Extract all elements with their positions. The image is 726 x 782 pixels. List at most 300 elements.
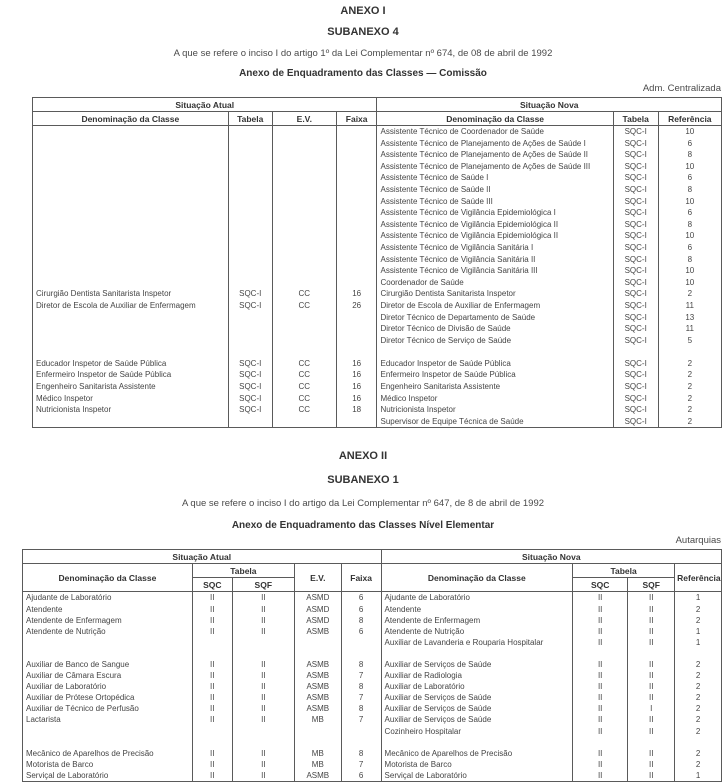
cell-denominacao: Auxiliar de Serviços de Saúde: [381, 692, 573, 703]
cell-denominacao: Coordenador de Saúde: [377, 277, 613, 289]
cell-value: [336, 335, 377, 347]
cell-value: [336, 219, 377, 231]
cell-value: 2: [658, 404, 721, 416]
cell-denominacao: Auxiliar de Técnico de Perfusão: [23, 703, 193, 714]
cell-value: [675, 737, 722, 748]
cell-value: [272, 416, 336, 428]
table-row: [33, 404, 722, 416]
cell-value: II: [573, 692, 628, 703]
cell-denominacao: [33, 242, 229, 254]
table-row: [33, 126, 722, 138]
cell-value: [228, 149, 272, 161]
cell-denominacao: Serviçal de Laboratório: [23, 770, 193, 782]
cell-denominacao: Assistente Técnico de Coordenador de Saúde: [377, 126, 613, 138]
cell-value: II: [628, 626, 675, 637]
cell-value: SQC-I: [613, 404, 658, 416]
cell-denominacao: Educador Inspetor de Saúde Pública: [33, 358, 229, 370]
cell-value: [628, 648, 675, 659]
cell-value: [192, 726, 232, 737]
table-row: [33, 184, 722, 196]
table2-column-header-row: [23, 564, 722, 578]
cell-value: 2: [675, 692, 722, 703]
table-row: [33, 312, 722, 324]
cell-denominacao: Assistente Técnico de Vigilância Epidemiológica II: [377, 230, 613, 242]
cell-value: II: [232, 759, 294, 770]
cell-value: SQC-I: [613, 335, 658, 347]
table-row: [23, 615, 722, 626]
cell-value: I: [628, 703, 675, 714]
cell-value: [228, 416, 272, 428]
table-row: [33, 369, 722, 381]
table-row: [33, 323, 722, 335]
cell-denominacao: [33, 161, 229, 173]
cell-value: 16: [336, 288, 377, 300]
cell-value: 2: [675, 604, 722, 615]
cell-value: II: [573, 759, 628, 770]
table2-group-header-row: [23, 550, 722, 564]
cell-value: [336, 172, 377, 184]
col-referencia: Referência: [658, 112, 721, 126]
cell-denominacao: Atendente de Nutrição: [381, 626, 573, 637]
cell-value: SQC-I: [228, 288, 272, 300]
cell-denominacao: Atendente: [23, 604, 193, 615]
cell-value: II: [232, 681, 294, 692]
cell-value: II: [232, 615, 294, 626]
cell-value: [294, 726, 341, 737]
cell-value: [628, 737, 675, 748]
cell-value: II: [192, 770, 232, 782]
cell-value: [228, 323, 272, 335]
cell-value: [192, 737, 232, 748]
cell-denominacao: [33, 126, 229, 138]
cell-denominacao: Auxiliar de Laboratório: [23, 681, 193, 692]
cell-value: [228, 277, 272, 289]
col-ev: E.V.: [294, 564, 341, 592]
anexo1-title: ANEXO I: [340, 5, 386, 17]
col-denominacao-nova: Denominação da Classe: [377, 112, 613, 126]
table-row: [23, 714, 722, 725]
cell-value: SQC-I: [613, 207, 658, 219]
cell-denominacao: [23, 637, 193, 648]
col-denominacao-atual: Denominação da Classe: [23, 564, 193, 592]
cell-value: 7: [341, 714, 381, 725]
cell-value: 11: [658, 300, 721, 312]
table-row: [33, 381, 722, 393]
cell-value: SQC-I: [228, 404, 272, 416]
anexo1-table: [32, 97, 722, 428]
cell-denominacao: Atendente de Nutrição: [23, 626, 193, 637]
table-row: [33, 172, 722, 184]
table-row: [33, 219, 722, 231]
cell-value: II: [232, 703, 294, 714]
cell-denominacao: Cirurgião Dentista Sanitarista Inspetor: [377, 288, 613, 300]
cell-value: II: [628, 670, 675, 681]
cell-value: ASMD: [294, 592, 341, 604]
anexo2-section: [0, 450, 726, 782]
anexo1-table-title: Anexo de Enquadramento das Classes — Comissão: [239, 68, 487, 79]
col-ev: E.V.: [272, 112, 336, 126]
cell-value: [228, 335, 272, 347]
cell-value: 8: [658, 254, 721, 266]
cell-value: II: [628, 759, 675, 770]
anexo2-reference-line: A que se refere o inciso I do artigo da Lei Complementar nº 647, de 8 de abril de 1992: [181, 498, 545, 510]
table-row: [33, 161, 722, 173]
table1-group-header-row: [33, 98, 722, 112]
cell-value: II: [192, 592, 232, 604]
cell-value: CC: [272, 369, 336, 381]
cell-value: [272, 149, 336, 161]
cell-value: 1: [675, 637, 722, 648]
cell-value: II: [628, 615, 675, 626]
cell-value: SQC-I: [613, 381, 658, 393]
cell-value: [272, 277, 336, 289]
cell-value: 6: [341, 604, 381, 615]
table-row: [23, 770, 722, 782]
table-row: [23, 748, 722, 759]
cell-value: 8: [658, 219, 721, 231]
cell-denominacao: Auxiliar de Câmara Escura: [23, 670, 193, 681]
anexo2-title: ANEXO II: [338, 450, 388, 463]
cell-value: SQC-I: [613, 277, 658, 289]
situacao-nova-header: Situação Nova: [381, 550, 721, 564]
cell-denominacao: [33, 230, 229, 242]
table-row: [23, 670, 722, 681]
cell-value: 2: [658, 416, 721, 428]
cell-denominacao: Auxiliar de Serviços de Saúde: [381, 659, 573, 670]
cell-denominacao: Auxiliar de Lavanderia e Rouparia Hospitalar: [381, 637, 573, 648]
cell-denominacao: [33, 323, 229, 335]
cell-value: II: [628, 637, 675, 648]
cell-value: 8: [341, 659, 381, 670]
col-sqc-nova: SQC: [573, 578, 628, 592]
cell-value: II: [232, 592, 294, 604]
cell-value: [573, 737, 628, 748]
anexo2-table-title: Anexo de Enquadramento das Classes Nível Elementar: [231, 520, 495, 532]
cell-denominacao: [33, 312, 229, 324]
cell-value: [228, 172, 272, 184]
cell-denominacao: Diretor Técnico de Divisão de Saúde: [377, 323, 613, 335]
cell-value: [336, 138, 377, 150]
cell-value: [228, 138, 272, 150]
cell-denominacao: [23, 737, 193, 748]
cell-value: II: [628, 726, 675, 737]
cell-value: 1: [675, 592, 722, 604]
col-sqc-atual: SQC: [192, 578, 232, 592]
cell-value: [336, 196, 377, 208]
cell-value: [336, 312, 377, 324]
cell-denominacao: Atendente: [381, 604, 573, 615]
cell-value: 8: [341, 703, 381, 714]
cell-value: 2: [675, 659, 722, 670]
cell-denominacao: [33, 184, 229, 196]
cell-value: II: [192, 626, 232, 637]
cell-value: SQC-I: [613, 323, 658, 335]
cell-value: 8: [658, 149, 721, 161]
cell-denominacao: Auxiliar de Radiologia: [381, 670, 573, 681]
cell-denominacao: Motorista de Barco: [381, 759, 573, 770]
situacao-atual-header: Situação Atual: [23, 550, 382, 564]
cell-value: II: [628, 604, 675, 615]
cell-value: [341, 726, 381, 737]
cell-denominacao: [33, 265, 229, 277]
cell-value: 7: [341, 670, 381, 681]
col-denominacao-atual: Denominação da Classe: [33, 112, 229, 126]
cell-denominacao: Assistente Técnico de Planejamento de Ações de Saúde I: [377, 138, 613, 150]
cell-value: 2: [675, 748, 722, 759]
cell-value: 16: [336, 381, 377, 393]
table-row: [33, 277, 722, 289]
cell-value: [272, 207, 336, 219]
table-row: [33, 265, 722, 277]
cell-value: II: [573, 670, 628, 681]
cell-value: 8: [658, 184, 721, 196]
cell-value: [228, 346, 272, 358]
cell-value: 2: [675, 703, 722, 714]
cell-denominacao: [23, 726, 193, 737]
table-row: [33, 230, 722, 242]
cell-value: MB: [294, 714, 341, 725]
cell-value: ASMB: [294, 703, 341, 714]
cell-value: [272, 219, 336, 231]
cell-value: 16: [336, 369, 377, 381]
cell-value: II: [232, 626, 294, 637]
cell-denominacao: Médico Inspetor: [377, 393, 613, 405]
cell-denominacao: Diretor de Escola de Auxiliar de Enfermagem: [377, 300, 613, 312]
cell-denominacao: Assistente Técnico de Planejamento de Ações de Saúde III: [377, 161, 613, 173]
cell-denominacao: [381, 737, 573, 748]
cell-value: SQC-I: [613, 161, 658, 173]
cell-denominacao: Assistente Técnico de Vigilância Sanitária I: [377, 242, 613, 254]
col-tabela-atual: Tabela: [228, 112, 272, 126]
cell-value: [228, 219, 272, 231]
cell-value: [228, 126, 272, 138]
cell-value: II: [573, 592, 628, 604]
cell-value: [272, 230, 336, 242]
col-tabela-atual: Tabela: [192, 564, 294, 578]
cell-denominacao: Engenheiro Sanitarista Assistente: [33, 381, 229, 393]
cell-value: [336, 184, 377, 196]
cell-value: SQC-I: [613, 369, 658, 381]
cell-value: 2: [675, 759, 722, 770]
table-row: [23, 659, 722, 670]
cell-value: II: [573, 637, 628, 648]
table1-column-header-row: [33, 112, 722, 126]
cell-value: II: [232, 714, 294, 725]
cell-value: [228, 207, 272, 219]
cell-value: II: [192, 692, 232, 703]
cell-denominacao: Assistente Técnico de Planejamento de Ações de Saúde II: [377, 149, 613, 161]
cell-value: 16: [336, 358, 377, 370]
cell-value: [228, 242, 272, 254]
table-row: [23, 759, 722, 770]
cell-value: [192, 637, 232, 648]
cell-value: II: [573, 714, 628, 725]
cell-denominacao: [33, 346, 229, 358]
cell-denominacao: Diretor Técnico de Serviço de Saúde: [377, 335, 613, 347]
cell-value: II: [232, 670, 294, 681]
cell-denominacao: [33, 335, 229, 347]
cell-value: [272, 254, 336, 266]
cell-value: SQC-I: [613, 172, 658, 184]
anexo2-table: [22, 549, 722, 782]
table-row: [33, 346, 722, 358]
table-row: [33, 196, 722, 208]
cell-value: II: [628, 692, 675, 703]
table-row: [33, 207, 722, 219]
cell-denominacao: Atendente de Enfermagem: [23, 615, 193, 626]
cell-value: 10: [658, 161, 721, 173]
cell-value: 11: [658, 323, 721, 335]
cell-value: SQC-I: [613, 219, 658, 231]
cell-value: II: [573, 659, 628, 670]
cell-denominacao: [377, 346, 613, 358]
cell-value: 6: [341, 626, 381, 637]
cell-value: 2: [675, 726, 722, 737]
table-row: [33, 300, 722, 312]
table-row: [33, 138, 722, 150]
table-row: [33, 288, 722, 300]
cell-value: II: [628, 770, 675, 782]
cell-value: [336, 346, 377, 358]
cell-denominacao: Engenheiro Sanitarista Assistente: [377, 381, 613, 393]
cell-value: SQC-I: [613, 138, 658, 150]
anexo1-reference-line: A que se refere o inciso I do artigo 1º da Lei Complementar nº 674, de 08 de abril de 1992: [173, 48, 553, 59]
cell-denominacao: Motorista de Barco: [23, 759, 193, 770]
table-row: [23, 604, 722, 615]
cell-value: II: [573, 615, 628, 626]
cell-value: [336, 254, 377, 266]
table-row: [33, 254, 722, 266]
cell-value: II: [232, 770, 294, 782]
cell-denominacao: Assistente Técnico de Vigilância Epidemiológica II: [377, 219, 613, 231]
table-row: [23, 726, 722, 737]
cell-value: [228, 254, 272, 266]
cell-denominacao: Médico Inspetor: [33, 393, 229, 405]
cell-value: ASMD: [294, 615, 341, 626]
cell-value: [272, 126, 336, 138]
cell-value: [232, 637, 294, 648]
cell-denominacao: [33, 172, 229, 184]
cell-value: MB: [294, 759, 341, 770]
cell-value: 8: [341, 681, 381, 692]
col-faixa: Faixa: [341, 564, 381, 592]
cell-value: [675, 648, 722, 659]
cell-value: II: [232, 659, 294, 670]
table2-body: [23, 592, 722, 782]
anexo2-scope-label: Autarquias: [675, 535, 721, 547]
cell-value: [573, 648, 628, 659]
table-row: [33, 358, 722, 370]
cell-value: MB: [294, 748, 341, 759]
cell-value: SQC-I: [613, 254, 658, 266]
cell-value: [272, 312, 336, 324]
cell-denominacao: Assistente Técnico de Vigilância Epidemiológica I: [377, 207, 613, 219]
cell-value: II: [573, 703, 628, 714]
cell-denominacao: Assistente Técnico de Vigilância Sanitária II: [377, 254, 613, 266]
cell-value: II: [192, 703, 232, 714]
cell-value: II: [573, 748, 628, 759]
cell-value: SQC-I: [613, 265, 658, 277]
cell-value: [336, 230, 377, 242]
cell-denominacao: Atendente de Enfermagem: [381, 615, 573, 626]
cell-value: SQC-I: [613, 312, 658, 324]
cell-value: II: [192, 748, 232, 759]
cell-value: [336, 149, 377, 161]
cell-value: [272, 138, 336, 150]
cell-value: CC: [272, 358, 336, 370]
cell-denominacao: Diretor de Escola de Auxiliar de Enfermagem: [33, 300, 229, 312]
cell-value: II: [573, 770, 628, 782]
col-tabela-nova: Tabela: [573, 564, 675, 578]
cell-value: 2: [675, 670, 722, 681]
cell-denominacao: Enfermeiro Inspetor de Saúde Pública: [377, 369, 613, 381]
cell-value: 7: [341, 692, 381, 703]
cell-value: ASMB: [294, 659, 341, 670]
cell-value: 18: [336, 404, 377, 416]
col-referencia: Referência: [675, 564, 722, 592]
cell-value: SQC-I: [228, 381, 272, 393]
table-row: [23, 637, 722, 648]
cell-value: [658, 346, 721, 358]
cell-denominacao: [33, 254, 229, 266]
cell-value: [228, 230, 272, 242]
cell-value: SQC-I: [613, 230, 658, 242]
cell-value: II: [628, 748, 675, 759]
cell-value: 6: [658, 207, 721, 219]
cell-value: II: [628, 681, 675, 692]
cell-denominacao: Assistente Técnico de Saúde III: [377, 196, 613, 208]
cell-value: 2: [658, 369, 721, 381]
cell-value: II: [232, 692, 294, 703]
cell-value: II: [573, 626, 628, 637]
cell-denominacao: Cozinheiro Hospitalar: [381, 726, 573, 737]
cell-value: 10: [658, 126, 721, 138]
cell-value: 1: [675, 770, 722, 782]
cell-denominacao: [381, 648, 573, 659]
table-row: [23, 703, 722, 714]
cell-denominacao: Auxiliar de Serviços de Saúde: [381, 714, 573, 725]
cell-denominacao: Ajudante de Laboratório: [23, 592, 193, 604]
cell-denominacao: Cirurgião Dentista Sanitarista Inspetor: [33, 288, 229, 300]
table-row: [33, 393, 722, 405]
cell-denominacao: [33, 207, 229, 219]
cell-value: 10: [658, 196, 721, 208]
cell-value: [613, 346, 658, 358]
cell-value: [341, 637, 381, 648]
cell-value: [272, 196, 336, 208]
cell-denominacao: Auxiliar de Laboratório: [381, 681, 573, 692]
cell-value: 2: [658, 393, 721, 405]
cell-value: ASMB: [294, 670, 341, 681]
cell-value: SQC-I: [228, 358, 272, 370]
cell-value: II: [232, 748, 294, 759]
table-row: [33, 335, 722, 347]
cell-value: [192, 648, 232, 659]
cell-denominacao: Mecânico de Aparelhos de Precisão: [23, 748, 193, 759]
cell-value: [272, 172, 336, 184]
table-row: [23, 681, 722, 692]
cell-denominacao: Enfermeiro Inspetor de Saúde Pública: [33, 369, 229, 381]
cell-denominacao: [33, 138, 229, 150]
cell-value: 10: [658, 230, 721, 242]
cell-value: [228, 312, 272, 324]
cell-value: CC: [272, 300, 336, 312]
cell-value: ASMB: [294, 626, 341, 637]
cell-denominacao: [33, 219, 229, 231]
cell-value: ASMB: [294, 681, 341, 692]
cell-value: 8: [341, 748, 381, 759]
cell-value: [336, 126, 377, 138]
